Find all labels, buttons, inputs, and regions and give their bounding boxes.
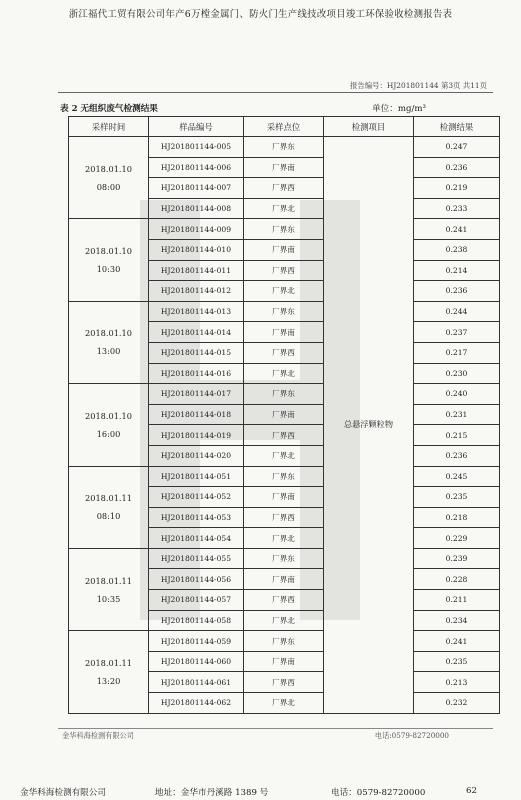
sample-id-cell: HJ201801144-057 [149, 590, 244, 611]
sampling-date: 2018.01.11 [85, 575, 132, 586]
sample-id-cell: HJ201801144-017 [149, 384, 244, 405]
result-value-cell: 0.213 [414, 672, 500, 693]
sample-id-cell: HJ201801144-018 [149, 404, 244, 425]
footer-company: 金华科海检测有限公司 [20, 788, 106, 798]
result-value-cell: 0.237 [414, 322, 500, 343]
sampling-date: 2018.01.10 [85, 163, 132, 174]
sampling-point-cell: 厂界东 [244, 548, 324, 569]
result-value-cell: 0.234 [414, 610, 500, 631]
sampling-clock-time: 13:00 [96, 346, 121, 357]
result-value-cell: 0.232 [414, 693, 500, 714]
sample-id-cell: HJ201801144-009 [149, 219, 244, 240]
footer-address: 地址：金华市丹溪路 1389 号 [155, 788, 269, 798]
result-value-cell: 0.236 [414, 445, 500, 466]
sampling-point-cell: 厂界西 [244, 507, 324, 528]
sampling-date: 2018.01.11 [85, 657, 132, 668]
column-header-item: 检测项目 [324, 117, 414, 137]
result-value-cell: 0.247 [414, 137, 500, 158]
result-value-cell: 0.231 [414, 404, 500, 425]
sampling-point-cell: 厂界北 [244, 528, 324, 549]
sample-id-cell: HJ201801144-062 [149, 693, 244, 714]
sample-id-cell: HJ201801144-006 [149, 157, 244, 178]
sample-id-cell: HJ201801144-051 [149, 466, 244, 487]
column-header-result: 检测结果 [414, 117, 500, 137]
sampling-point-cell: 厂界东 [244, 466, 324, 487]
sampling-point-cell: 厂界西 [244, 342, 324, 363]
sampling-point-cell: 厂界西 [244, 672, 324, 693]
sample-id-cell: HJ201801144-008 [149, 198, 244, 219]
sample-id-cell: HJ201801144-020 [149, 445, 244, 466]
table-unit: 单位：mg/m³ [372, 104, 426, 114]
sampling-time-cell [69, 631, 149, 713]
sampling-point-cell: 厂界北 [244, 610, 324, 631]
result-value-cell: 0.228 [414, 569, 500, 590]
sampling-date: 2018.01.11 [85, 493, 132, 504]
result-value-cell: 0.230 [414, 363, 500, 384]
sampling-point-cell: 厂界北 [244, 281, 324, 302]
table-row [69, 137, 500, 158]
sample-id-cell: HJ201801144-014 [149, 322, 244, 343]
sampling-clock-time: 13:20 [96, 675, 121, 686]
result-value-cell: 0.245 [414, 466, 500, 487]
sampling-point-cell: 厂界北 [244, 363, 324, 384]
sampling-date: 2018.01.10 [85, 410, 132, 421]
result-value-cell: 0.241 [414, 631, 500, 652]
column-header-point: 采样点位 [244, 117, 324, 137]
header-rule [58, 92, 493, 93]
sample-id-cell: HJ201801144-052 [149, 487, 244, 508]
emissions-table [68, 116, 500, 714]
result-value-cell: 0.211 [414, 590, 500, 611]
sample-id-cell: HJ201801144-059 [149, 631, 244, 652]
report-number-line: 报告编号：HJ201801144 第3页 共11页 [349, 81, 487, 90]
result-value-cell: 0.219 [414, 178, 500, 199]
table-header-row [69, 117, 500, 137]
result-value-cell: 0.244 [414, 301, 500, 322]
sample-id-cell: HJ201801144-056 [149, 569, 244, 590]
result-value-cell: 0.241 [414, 219, 500, 240]
sampling-point-cell: 厂界东 [244, 301, 324, 322]
footer-phone: 电话：0579-82720000 [331, 788, 426, 798]
sampling-clock-time: 10:35 [96, 593, 121, 604]
result-value-cell: 0.236 [414, 157, 500, 178]
sample-id-cell: HJ201801144-011 [149, 260, 244, 281]
sampling-date: 2018.01.10 [85, 246, 132, 257]
sampling-point-cell: 厂界北 [244, 445, 324, 466]
sampling-point-cell: 厂界南 [244, 487, 324, 508]
sampling-clock-time: 16:00 [96, 428, 121, 439]
result-value-cell: 0.229 [414, 528, 500, 549]
test-item-cell: 总悬浮颗粒物 [324, 137, 414, 714]
footer-page-number: 62 [466, 786, 477, 796]
sample-id-cell: HJ201801144-054 [149, 528, 244, 549]
sampling-point-cell: 厂界南 [244, 651, 324, 672]
column-header-sample: 样品编号 [149, 117, 244, 137]
sampling-time-cell [69, 548, 149, 630]
sampling-time-cell [69, 384, 149, 466]
result-value-cell: 0.240 [414, 384, 500, 405]
table-row [69, 631, 500, 652]
sampling-point-cell: 厂界西 [244, 590, 324, 611]
footer-small-company: 金华科海检测有限公司 [62, 731, 134, 740]
result-value-cell: 0.215 [414, 425, 500, 446]
result-value-cell: 0.236 [414, 281, 500, 302]
sample-id-cell: HJ201801144-019 [149, 425, 244, 446]
result-value-cell: 0.239 [414, 548, 500, 569]
sampling-point-cell: 厂界南 [244, 569, 324, 590]
sample-id-cell: HJ201801144-005 [149, 137, 244, 158]
sampling-clock-time: 10:30 [96, 264, 121, 275]
sample-id-cell: HJ201801144-015 [149, 342, 244, 363]
result-value-cell: 0.238 [414, 239, 500, 260]
column-header-time: 采样时间 [69, 117, 149, 137]
sample-id-cell: HJ201801144-013 [149, 301, 244, 322]
sampling-point-cell: 厂界西 [244, 425, 324, 446]
sampling-point-cell: 厂界南 [244, 404, 324, 425]
sampling-date: 2018.01.10 [85, 328, 132, 339]
sample-id-cell: HJ201801144-007 [149, 178, 244, 199]
table-row [69, 384, 500, 405]
sampling-point-cell: 厂界南 [244, 239, 324, 260]
sampling-point-cell: 厂界南 [244, 322, 324, 343]
sampling-point-cell: 厂界西 [244, 260, 324, 281]
sampling-time-cell [69, 219, 149, 301]
result-value-cell: 0.233 [414, 198, 500, 219]
table-caption: 表 2 无组织废气检测结果 [60, 104, 158, 114]
sampling-point-cell: 厂界东 [244, 384, 324, 405]
result-value-cell: 0.235 [414, 487, 500, 508]
sample-id-cell: HJ201801144-055 [149, 548, 244, 569]
sampling-point-cell: 厂界东 [244, 137, 324, 158]
sampling-point-cell: 厂界东 [244, 219, 324, 240]
footer-rule [58, 728, 493, 729]
sampling-point-cell: 厂界南 [244, 157, 324, 178]
table-row [69, 548, 500, 569]
sample-id-cell: HJ201801144-010 [149, 239, 244, 260]
sampling-clock-time: 08:00 [96, 181, 121, 192]
sampling-point-cell: 厂界北 [244, 198, 324, 219]
table-row [69, 466, 500, 487]
sampling-point-cell: 厂界西 [244, 178, 324, 199]
sample-id-cell: HJ201801144-053 [149, 507, 244, 528]
table-body [69, 137, 500, 714]
sampling-point-cell: 厂界北 [244, 693, 324, 714]
result-value-cell: 0.235 [414, 651, 500, 672]
sampling-time-cell [69, 466, 149, 548]
result-value-cell: 0.218 [414, 507, 500, 528]
sample-id-cell: HJ201801144-012 [149, 281, 244, 302]
result-value-cell: 0.217 [414, 342, 500, 363]
footer-small-phone: 电话:0579-82720000 [374, 731, 449, 740]
sampling-clock-time: 08:10 [96, 511, 121, 522]
sample-id-cell: HJ201801144-061 [149, 672, 244, 693]
sample-id-cell: HJ201801144-016 [149, 363, 244, 384]
sampling-point-cell: 厂界东 [244, 631, 324, 652]
result-value-cell: 0.214 [414, 260, 500, 281]
table-row [69, 301, 500, 322]
sampling-time-cell [69, 301, 149, 383]
sample-id-cell: HJ201801144-058 [149, 610, 244, 631]
report-header-title: 浙江福代工贸有限公司年产6万樘金属门、防火门生产线技改项目竣工环保验收检测报告表 [68, 9, 453, 20]
sampling-time-cell [69, 137, 149, 219]
table-row [69, 219, 500, 240]
sample-id-cell: HJ201801144-060 [149, 651, 244, 672]
